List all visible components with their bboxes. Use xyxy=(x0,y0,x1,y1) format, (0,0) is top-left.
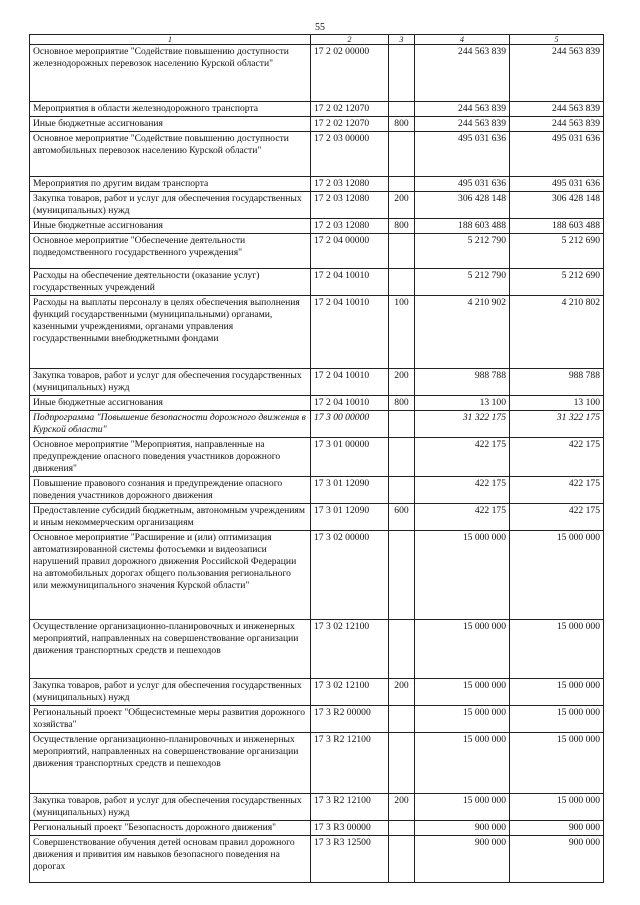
row-amount-year1-cell: 306 428 148 xyxy=(415,192,510,219)
column-number-5: 5 xyxy=(510,35,604,45)
row-code-cell: 17 3 01 00000 xyxy=(311,438,389,477)
row-name-cell: Иные бюджетные ассигнования xyxy=(30,396,311,411)
row-amount-year1-cell: 188 603 488 xyxy=(415,219,510,234)
row-amount-year2-cell: 5 212 690 xyxy=(510,269,604,296)
row-amount-year2-cell: 31 322 175 xyxy=(510,411,604,438)
row-code-cell: 17 3 R2 00000 xyxy=(311,706,389,733)
row-expense-type-cell xyxy=(389,477,415,504)
row-amount-year2-cell: 15 000 000 xyxy=(510,620,604,679)
row-amount-year1-cell: 422 175 xyxy=(415,438,510,477)
row-amount-year1-cell: 15 000 000 xyxy=(415,679,510,706)
row-amount-year1-cell: 495 031 636 xyxy=(415,132,510,177)
row-code-cell: 17 2 03 12080 xyxy=(311,177,389,192)
row-expense-type-cell xyxy=(389,102,415,117)
row-expense-type-cell xyxy=(389,733,415,794)
row-code-cell: 17 3 00 00000 xyxy=(311,411,389,438)
page-number: 55 xyxy=(315,22,325,33)
table-body xyxy=(30,45,604,883)
row-expense-type-cell: 800 xyxy=(389,117,415,132)
row-name-cell: Основное мероприятие "Расширение и (или) оптимизация автоматизированной системы фотосъемки и видеозаписи нарушений правил дорожного движения Российской Федерации на автомобильных дорогах общего пользования регионального или межмуниципального значения Курской области" xyxy=(30,531,311,620)
row-name-cell: Иные бюджетные ассигнования xyxy=(30,219,311,234)
table-row xyxy=(30,219,604,234)
row-name-cell: Совершенствование обучения детей основам правил дорожного движения и привития им навыков безопасного поведения на дорогах xyxy=(30,836,311,883)
table-row xyxy=(30,679,604,706)
row-code-cell: 17 2 03 12080 xyxy=(311,219,389,234)
row-amount-year1-cell: 5 212 790 xyxy=(415,234,510,269)
column-number-1: 1 xyxy=(30,35,311,45)
row-expense-type-cell: 200 xyxy=(389,192,415,219)
row-name-cell: Основное мероприятие "Обеспечение деятельности подведомственного государственного учреждения" xyxy=(30,234,311,269)
row-expense-type-cell xyxy=(389,234,415,269)
table-row xyxy=(30,102,604,117)
table-row xyxy=(30,733,604,794)
row-name-cell: Расходы на обеспечение деятельности (оказание услуг) государственных учреждений xyxy=(30,269,311,296)
row-code-cell: 17 3 02 12100 xyxy=(311,620,389,679)
column-number-2: 2 xyxy=(311,35,389,45)
row-code-cell: 17 2 04 10010 xyxy=(311,296,389,369)
row-name-cell: Закупка товаров, работ и услуг для обеспечения государственных (муниципальных) нужд xyxy=(30,369,311,396)
row-name-cell: Повышение правового сознания и предупреждение опасного поведения участников дорожного движения xyxy=(30,477,311,504)
table-row xyxy=(30,477,604,504)
table-row xyxy=(30,45,604,102)
row-expense-type-cell xyxy=(389,45,415,102)
table-row xyxy=(30,836,604,883)
table-row xyxy=(30,269,604,296)
row-expense-type-cell: 800 xyxy=(389,396,415,411)
row-amount-year1-cell: 4 210 902 xyxy=(415,296,510,369)
row-amount-year2-cell: 900 000 xyxy=(510,821,604,836)
row-code-cell: 17 2 04 10010 xyxy=(311,369,389,396)
table-row xyxy=(30,396,604,411)
row-amount-year2-cell: 244 563 839 xyxy=(510,45,604,102)
table-row xyxy=(30,411,604,438)
row-amount-year1-cell: 5 212 790 xyxy=(415,269,510,296)
row-amount-year2-cell: 422 175 xyxy=(510,477,604,504)
row-amount-year2-cell: 422 175 xyxy=(510,438,604,477)
table-row xyxy=(30,620,604,679)
row-expense-type-cell xyxy=(389,269,415,296)
row-expense-type-cell xyxy=(389,620,415,679)
row-amount-year1-cell: 15 000 000 xyxy=(415,706,510,733)
row-amount-year1-cell: 15 000 000 xyxy=(415,794,510,821)
row-amount-year2-cell: 4 210 802 xyxy=(510,296,604,369)
row-name-cell: Расходы на выплаты персоналу в целях обеспечения выполнения функций государственными (муниципальными) органами, казенными учреждениями, органами управления государственными внебюджетными фондами xyxy=(30,296,311,369)
row-name-cell: Закупка товаров, работ и услуг для обеспечения государственных (муниципальных) нужд xyxy=(30,679,311,706)
row-amount-year1-cell: 900 000 xyxy=(415,821,510,836)
row-expense-type-cell: 200 xyxy=(389,679,415,706)
row-amount-year2-cell: 495 031 636 xyxy=(510,132,604,177)
table-row xyxy=(30,132,604,177)
row-amount-year1-cell: 244 563 839 xyxy=(415,102,510,117)
row-expense-type-cell: 600 xyxy=(389,504,415,531)
table-row xyxy=(30,794,604,821)
row-name-cell: Основное мероприятие "Содействие повышению доступности автомобильных перевозок населению Курской области" xyxy=(30,132,311,177)
row-amount-year2-cell: 15 000 000 xyxy=(510,679,604,706)
row-amount-year1-cell: 31 322 175 xyxy=(415,411,510,438)
row-name-cell: Мероприятия в области железнодорожного транспорта xyxy=(30,102,311,117)
row-code-cell: 17 3 01 12090 xyxy=(311,477,389,504)
row-amount-year1-cell: 495 031 636 xyxy=(415,177,510,192)
row-amount-year2-cell: 15 000 000 xyxy=(510,531,604,620)
row-name-cell: Предоставление субсидий бюджетным, автономным учреждениям и иным некоммерческим организациям xyxy=(30,504,311,531)
row-amount-year2-cell: 13 100 xyxy=(510,396,604,411)
row-expense-type-cell xyxy=(389,177,415,192)
row-expense-type-cell xyxy=(389,836,415,883)
row-amount-year2-cell: 244 563 839 xyxy=(510,102,604,117)
column-number-4: 4 xyxy=(415,35,510,45)
row-amount-year1-cell: 422 175 xyxy=(415,477,510,504)
table-row xyxy=(30,234,604,269)
row-code-cell: 17 2 02 12070 xyxy=(311,117,389,132)
table-row xyxy=(30,369,604,396)
row-code-cell: 17 2 02 12070 xyxy=(311,102,389,117)
row-amount-year2-cell: 422 175 xyxy=(510,504,604,531)
row-expense-type-cell xyxy=(389,821,415,836)
row-code-cell: 17 3 R2 12100 xyxy=(311,733,389,794)
column-number-3: 3 xyxy=(389,35,415,45)
row-name-cell: Подпрограмма "Повышение безопасности дорожного движения в Курской области" xyxy=(30,411,311,438)
row-code-cell: 17 3 R2 12100 xyxy=(311,794,389,821)
row-code-cell: 17 2 04 10010 xyxy=(311,396,389,411)
row-code-cell: 17 3 02 12100 xyxy=(311,679,389,706)
table-row xyxy=(30,821,604,836)
table-row xyxy=(30,438,604,477)
row-amount-year2-cell: 188 603 488 xyxy=(510,219,604,234)
table-row xyxy=(30,531,604,620)
row-amount-year1-cell: 244 563 839 xyxy=(415,45,510,102)
table-row xyxy=(30,177,604,192)
row-code-cell: 17 2 03 00000 xyxy=(311,132,389,177)
row-amount-year2-cell: 495 031 636 xyxy=(510,177,604,192)
row-expense-type-cell: 200 xyxy=(389,369,415,396)
row-code-cell: 17 2 03 12080 xyxy=(311,192,389,219)
row-amount-year2-cell: 15 000 000 xyxy=(510,706,604,733)
row-name-cell: Мероприятия по другим видам транспорта xyxy=(30,177,311,192)
row-expense-type-cell: 100 xyxy=(389,296,415,369)
row-code-cell: 17 3 02 00000 xyxy=(311,531,389,620)
table-row xyxy=(30,296,604,369)
table-row xyxy=(30,117,604,132)
row-name-cell: Осуществление организационно-планировочных и инженерных мероприятий, направленных на совершенствование организации движения транспортных средств и пешеходов xyxy=(30,620,311,679)
table-header-row xyxy=(30,35,604,45)
row-expense-type-cell xyxy=(389,438,415,477)
row-amount-year1-cell: 13 100 xyxy=(415,396,510,411)
table-row xyxy=(30,504,604,531)
row-amount-year1-cell: 15 000 000 xyxy=(415,531,510,620)
row-expense-type-cell xyxy=(389,411,415,438)
row-name-cell: Закупка товаров, работ и услуг для обеспечения государственных (муниципальных) нужд xyxy=(30,192,311,219)
row-expense-type-cell xyxy=(389,531,415,620)
table-row xyxy=(30,706,604,733)
row-code-cell: 17 3 01 12090 xyxy=(311,504,389,531)
row-code-cell: 17 2 02 00000 xyxy=(311,45,389,102)
row-amount-year2-cell: 306 428 148 xyxy=(510,192,604,219)
row-code-cell: 17 2 04 00000 xyxy=(311,234,389,269)
row-amount-year2-cell: 15 000 000 xyxy=(510,794,604,821)
row-amount-year1-cell: 900 000 xyxy=(415,836,510,883)
row-name-cell: Региональный проект "Общесистемные меры развития дорожного хозяйства" xyxy=(30,706,311,733)
row-name-cell: Региональный проект "Безопасность дорожного движения" xyxy=(30,821,311,836)
row-amount-year1-cell: 15 000 000 xyxy=(415,733,510,794)
row-amount-year2-cell: 244 563 839 xyxy=(510,117,604,132)
row-amount-year2-cell: 988 788 xyxy=(510,369,604,396)
row-name-cell: Закупка товаров, работ и услуг для обеспечения государственных (муниципальных) нужд xyxy=(30,794,311,821)
row-code-cell: 17 2 04 10010 xyxy=(311,269,389,296)
row-amount-year1-cell: 15 000 000 xyxy=(415,620,510,679)
row-amount-year1-cell: 422 175 xyxy=(415,504,510,531)
row-amount-year2-cell: 900 000 xyxy=(510,836,604,883)
row-code-cell: 17 3 R3 12500 xyxy=(311,836,389,883)
row-name-cell: Осуществление организационно-планировочных и инженерных мероприятий, направленных на совершенствование организации движения транспортных средств и пешеходов xyxy=(30,733,311,794)
row-expense-type-cell: 800 xyxy=(389,219,415,234)
row-amount-year1-cell: 988 788 xyxy=(415,369,510,396)
row-name-cell: Основное мероприятие "Содействие повышению доступности железнодорожных перевозок населению Курской области" xyxy=(30,45,311,102)
row-code-cell: 17 3 R3 00000 xyxy=(311,821,389,836)
row-expense-type-cell xyxy=(389,132,415,177)
row-expense-type-cell: 200 xyxy=(389,794,415,821)
row-amount-year2-cell: 5 212 690 xyxy=(510,234,604,269)
budget-table xyxy=(29,34,604,883)
row-name-cell: Иные бюджетные ассигнования xyxy=(30,117,311,132)
row-name-cell: Основное мероприятие "Мероприятия, направленные на предупреждение опасного поведения участников дорожного движения" xyxy=(30,438,311,477)
table-row xyxy=(30,192,604,219)
row-amount-year2-cell: 15 000 000 xyxy=(510,733,604,794)
row-amount-year1-cell: 244 563 839 xyxy=(415,117,510,132)
row-expense-type-cell xyxy=(389,706,415,733)
